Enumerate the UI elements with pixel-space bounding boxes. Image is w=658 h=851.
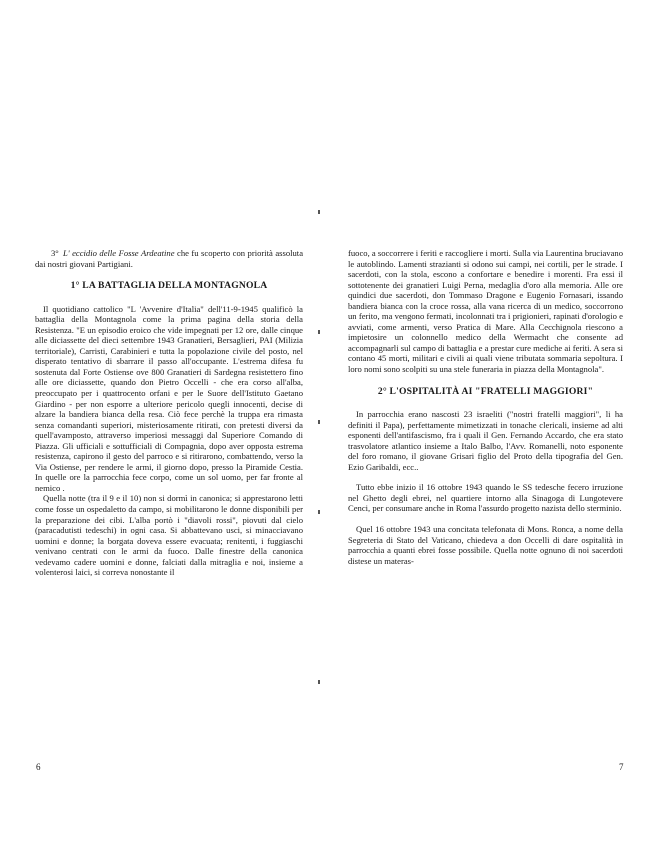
paragraph: Quella notte (tra il 9 e il 10) non si dormì in canonica; si apprestarono letti come fosse un ospedaletto da campo, si mobilitarono le donne disponibili per la preparazione dei cibi. L'alba portò i "diavoli rossi", piovuti dal cielo (paracadutisti tedeschi) in ogni casa. Si abbattevano usci, si minacciavano uomini e donne; la borgata doveva essere evacuata; renitenti, i fuggiaschi venivano centrati con le armi da fuoco. Dalle finestre della canonica vedevamo cadere uomini e donne, falciati dalla mitraglia e noi, insieme a volenterosi laici, si correva nonostante il: [35, 493, 303, 578]
page-number-left: 6: [36, 762, 41, 772]
left-column: [35, 248, 303, 578]
gutter-mark: [318, 330, 320, 334]
gutter-mark: [318, 680, 320, 684]
section-heading-montagnola: 1° LA BATTAGLIA DELLA MONTAGNOLA: [70, 280, 268, 292]
book-gutter: [318, 190, 321, 710]
right-page: [336, 0, 658, 851]
paragraph: In parrocchia erano nascosti 23 israeliti ("nostri fratelli maggiori", li ha definiti il Papa), perfettamente mimetizzati in tonache clericali, insieme ad alti esponenti dell'antifascismo, fra i quali il Gen. Fernando Accardo, che era stato trasvolatore atlantico insieme a Italo Balbo, l'Avv. Romanelli, noto esponente del foro romano, il giovane Grisari figlio del Proto della tipografia del Gen. Ezio Garibaldi, ecc..: [348, 409, 623, 472]
gutter-mark: [318, 510, 320, 514]
intro-paragraph: [35, 248, 303, 269]
right-column: [348, 248, 623, 566]
gutter-mark: [318, 210, 320, 214]
section-heading-ospitalita: 2° L'OSPITALITÀ AI "FRATELLI MAGGIORI": [377, 385, 594, 397]
left-page: [0, 0, 320, 851]
page-number-right: 7: [619, 762, 624, 772]
paragraph: Tutto ebbe inizio il 16 ottobre 1943 quando le SS tedesche fecero irruzione nel Ghetto degli ebrei, nel quartiere intorno alla Sinagoga di Lungotevere Cenci, per consumare anche in Roma l'assurdo progetto nazista dello sterminio.: [348, 482, 623, 514]
paragraph: Quel 16 ottobre 1943 una concitata telefonata di Mons. Ronca, a nome della Segreteria di Stato del Vaticano, chiedeva a don Occelli di dare ospitalità in parrocchia a quanti ebrei fosse possibile. Quella notte ognuno di noi sacerdoti distese un materas-: [348, 524, 623, 566]
intro-text: che fu scoperto con priorità assoluta dai nostri giovani Partigiani.: [35, 248, 304, 269]
intro-italic-title: L' eccidio delle Fosse Ardeatine: [63, 248, 175, 258]
intro-number: 3°: [51, 248, 59, 258]
paragraph: Il quotidiano cattolico "L 'Avvenire d'Italia" dell'11-9-1945 qualificò la battaglia della Montagnola come la prima pagina della storia della Resistenza. "E un episodio eroico che vide impegnati per 12 ore, dalle cinque alle diciassette del dieci settembre 1943 Granatieri, Bersaglieri, PAI (Milizia territoriale), Carristi, Carabinieri e tutta la popolazione civile del posto, nel disperato tentativo di sbarrare il passo all'occupante. L'estrema difesa fu sostenuta dal Forte Ostiense ove 800 Granatieri di Sardegna resistettero fino alle ore diciassette, quando don Pietro Occelli - che era corso all'alba, preoccupato per i quattrocento orfani e per le Suore dell'Istituto Gaetano Giardino - per non esporre a ulteriore pericolo quegli innocenti, decise di alzare la bandiera bianca della resa. Ciò fece perchè la truppa era rimasta senza comandanti superiori, misteriosamente ritirati, con pretesti diversi da quell'avamposto, attraverso imperiosi messaggi dal Superiore Comando di Piazza. Gli ufficiali e sottufficiali di Compagnia, dopo aver opposta estrema resistenza, capirono il gesto del parroco e si ritirarono, combattendo, verso la Via Ostiense, per rendere le armi, il giorno dopo, presso la Piramide Cestia. In quelle ore la parrocchia fece corpo, come un sol uomo, per far fronte al nemico .: [35, 303, 303, 493]
gutter-mark: [318, 420, 320, 424]
paragraph: fuoco, a soccorrere i feriti e raccogliere i morti. Sulla via Laurentina bruciavano le autoblindo. Lamenti strazianti si odono sui campi, nei cortili, per le strade. I sacerdoti, con la stola, escono a confortare e benedire i morenti. Fra essi il sottotenente dei granatieri Luigi Perna, medaglia d'oro alla memoria. Alle ore quindici due sacerdoti, don Tommaso Dragone e Eugenio Fornasari, issando bandiera bianca con la croce rossa, alla vana ricerca di un medico, soccorrono un ferito, ma vengono fermati, incolonnati tra i prigionieri, rapinati d'orologio e avviati, come armenti, verso Pratica di Mare. Alla Cecchignola riescono a impietosire un colonnello medico della Wermacht che consente ad accompagnarli sul campo di battaglia e a prestar cure mediche ai feriti. A sera si contano 45 morti, militari e civili ai quali viene tributata sommaria sepoltura. I loro nomi sono scolpiti su una stele funeraria in piazza della Montagnola".: [348, 248, 623, 375]
